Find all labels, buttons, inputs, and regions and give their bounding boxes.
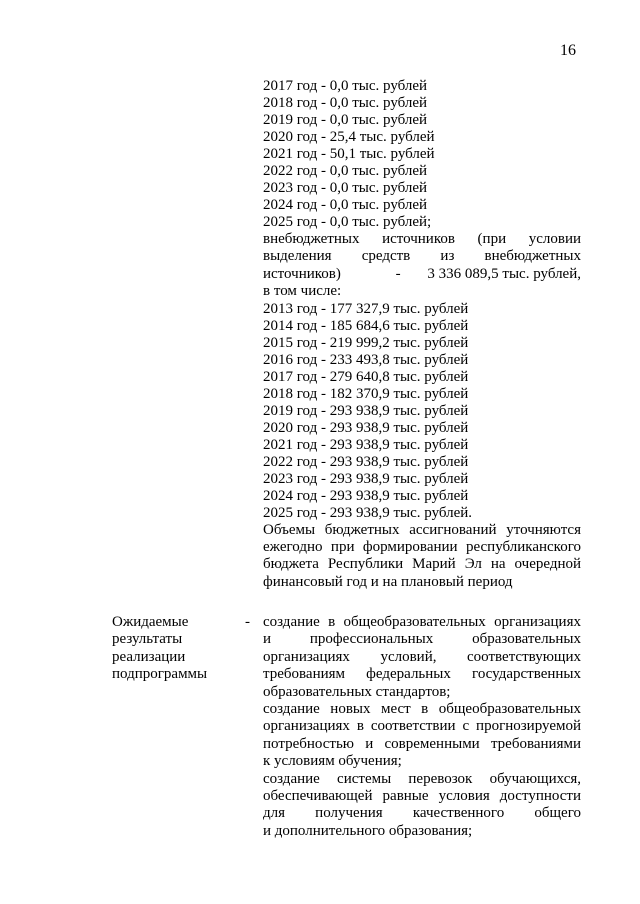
funding-line: 2017 год - 0,0 тыс. рублей — [263, 78, 428, 94]
extrabudget-total: 3 336 089,5 тыс. рублей, — [427, 265, 581, 282]
extrabudget-sources-label: источников) — [263, 265, 341, 282]
funding-line: 2022 год - 0,0 тыс. рублей — [263, 163, 428, 179]
results-line: к условиям обучения; — [263, 753, 402, 770]
results-label-line: Ожидаемые — [112, 614, 189, 630]
funding-line: 2019 год - 293 938,9 тыс. рублей — [263, 402, 469, 419]
funding-line: 2021 год - 293 938,9 тыс. рублей — [263, 436, 469, 453]
funding-line: 2023 год - 0,0 тыс. рублей — [263, 180, 428, 196]
results-line: и профессиональных образовательных — [263, 631, 581, 648]
results-line: создание новых мест в общеобразовательных — [263, 700, 581, 717]
note-line: Объемы бюджетных ассигнований уточняются — [263, 521, 581, 538]
results-label-line: подпрограммы — [112, 666, 208, 683]
page-number: 16 — [560, 42, 576, 59]
results-label — [112, 614, 242, 684]
results-line: организациях условий, соответствующих — [263, 648, 581, 665]
results-block — [263, 614, 581, 840]
results-line: обеспечивающей равные условия доступности — [263, 787, 581, 804]
funding-block — [263, 78, 581, 591]
funding-line: 2016 год - 233 493,8 тыс. рублей — [263, 351, 469, 368]
results-line: потребностью и современными требованиями — [263, 735, 581, 752]
funding-line: 2022 год - 293 938,9 тыс. рублей — [263, 453, 469, 470]
funding-line: 2020 год - 25,4 тыс. рублей — [263, 129, 435, 145]
funding-line: 2013 год - 177 327,9 тыс. рублей — [263, 300, 469, 317]
results-line: организациях в соответствии с прогнозируемой — [263, 718, 581, 735]
funding-line: 2020 год - 293 938,9 тыс. рублей — [263, 419, 469, 436]
results-label-line: результаты — [112, 631, 183, 648]
results-dash: - — [245, 614, 250, 630]
funding-line: 2024 год - 0,0 тыс. рублей — [263, 197, 428, 213]
results-line: и дополнительного образования; — [263, 822, 473, 839]
funding-line: 2024 год - 293 938,9 тыс. рублей — [263, 487, 469, 504]
extrabudget-line: внебюджетных источников (при условии — [263, 231, 581, 247]
note-line: бюджета Республики Марий Эл на очередной — [263, 556, 581, 573]
results-line: для получения качественного общего — [263, 805, 581, 822]
results-line: образовательных стандартов; — [263, 683, 451, 700]
funding-line: 2014 год - 185 684,6 тыс. рублей — [263, 317, 469, 334]
funding-line: 2018 год - 182 370,9 тыс. рублей — [263, 385, 469, 402]
funding-line: 2025 год - 293 938,9 тыс. рублей. — [263, 504, 473, 521]
funding-line: 2015 год - 219 999,2 тыс. рублей — [263, 334, 469, 351]
results-line: создание в общеобразовательных организациях — [263, 614, 581, 630]
funding-line: 2018 год - 0,0 тыс. рублей — [263, 95, 428, 111]
funding-line: 2025 год - 0,0 тыс. рублей; — [263, 214, 432, 230]
funding-line: 2021 год - 50,1 тыс. рублей — [263, 146, 435, 162]
extrabudget-total-row — [263, 266, 581, 283]
including-label: в том числе: — [263, 283, 342, 300]
funding-line: 2019 год - 0,0 тыс. рублей — [263, 112, 428, 128]
funding-line: 2023 год - 293 938,9 тыс. рублей — [263, 470, 469, 487]
results-label-line: реализации — [112, 648, 186, 665]
funding-line: 2017 год - 279 640,8 тыс. рублей — [263, 368, 469, 385]
note-line: ежегодно при формировании республиканского — [263, 538, 581, 555]
note-line: финансовый год и на плановый период — [263, 573, 513, 590]
extrabudget-dash: - — [395, 265, 401, 282]
results-line: создание системы перевозок обучающихся, — [263, 770, 581, 787]
results-line: требованиям федеральных государственных — [263, 666, 581, 683]
extrabudget-line: выделения средств из внебюджетных — [263, 248, 581, 265]
